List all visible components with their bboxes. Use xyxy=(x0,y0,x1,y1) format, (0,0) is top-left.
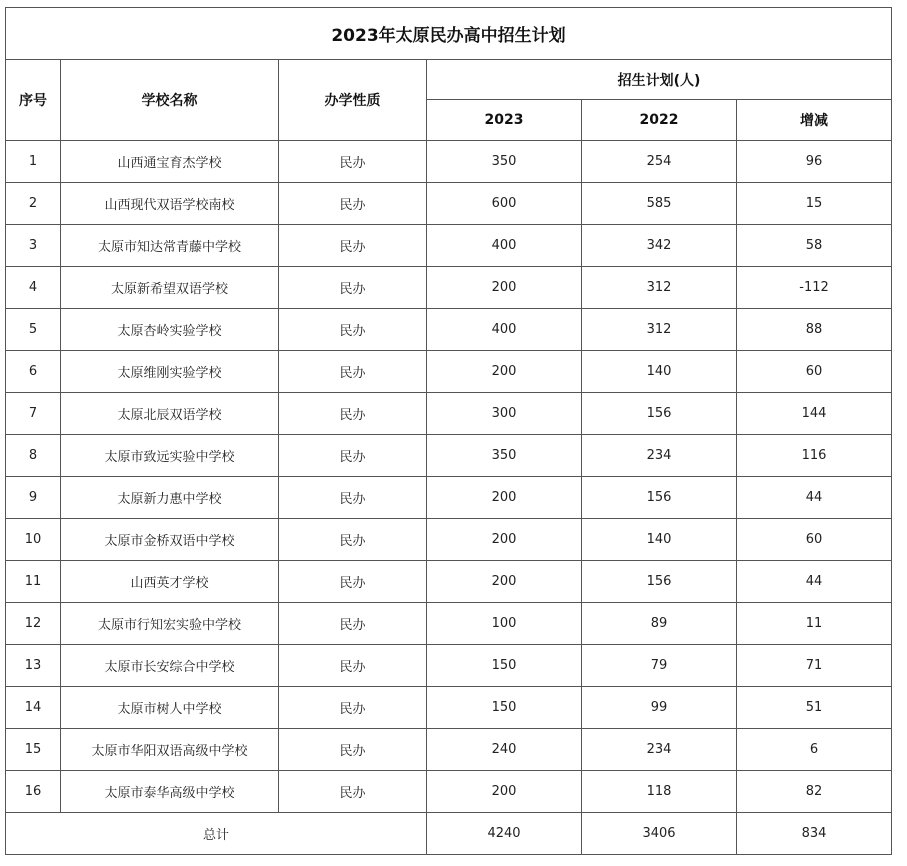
cell-change: 144 xyxy=(737,393,892,435)
cell-index: 6 xyxy=(6,351,61,393)
table-row xyxy=(6,309,892,351)
cell-change: 82 xyxy=(737,771,892,813)
cell-index: 13 xyxy=(6,645,61,687)
total-2022: 3406 xyxy=(582,813,737,855)
cell-school-type: 民办 xyxy=(279,351,427,393)
cell-school-name: 山西英才学校 xyxy=(61,561,279,603)
cell-school-type: 民办 xyxy=(279,225,427,267)
cell-school-type: 民办 xyxy=(279,729,427,771)
cell-school-name: 太原新力惠中学校 xyxy=(61,477,279,519)
cell-change: 6 xyxy=(737,729,892,771)
table-row xyxy=(6,267,892,309)
cell-2022: 156 xyxy=(582,561,737,603)
cell-change: 44 xyxy=(737,477,892,519)
table-row xyxy=(6,351,892,393)
cell-school-name: 太原市长安综合中学校 xyxy=(61,645,279,687)
cell-2022: 156 xyxy=(582,393,737,435)
cell-2023: 200 xyxy=(427,351,582,393)
cell-index: 3 xyxy=(6,225,61,267)
table-row xyxy=(6,435,892,477)
cell-index: 2 xyxy=(6,183,61,225)
cell-2022: 79 xyxy=(582,645,737,687)
cell-change: 71 xyxy=(737,645,892,687)
cell-2022: 156 xyxy=(582,477,737,519)
cell-2023: 600 xyxy=(427,183,582,225)
total-change: 834 xyxy=(737,813,892,855)
table-row xyxy=(6,183,892,225)
table-row xyxy=(6,225,892,267)
enrollment-plan-table xyxy=(5,7,892,855)
cell-school-name: 太原市树人中学校 xyxy=(61,687,279,729)
table-row xyxy=(6,519,892,561)
cell-2022: 234 xyxy=(582,729,737,771)
cell-2022: 140 xyxy=(582,351,737,393)
cell-school-name: 太原杏岭实验学校 xyxy=(61,309,279,351)
header-index: 序号 xyxy=(6,60,61,141)
cell-2023: 200 xyxy=(427,267,582,309)
cell-index: 10 xyxy=(6,519,61,561)
cell-index: 16 xyxy=(6,771,61,813)
cell-school-type: 民办 xyxy=(279,645,427,687)
cell-school-name: 太原维刚实验学校 xyxy=(61,351,279,393)
cell-index: 1 xyxy=(6,141,61,183)
cell-school-name: 山西现代双语学校南校 xyxy=(61,183,279,225)
cell-2022: 585 xyxy=(582,183,737,225)
table-title: 2023年太原民办高中招生计划 xyxy=(6,8,892,60)
cell-school-name: 山西通宝育杰学校 xyxy=(61,141,279,183)
header-year-2022: 2022 xyxy=(582,100,737,141)
header-year-2023: 2023 xyxy=(427,100,582,141)
cell-2022: 99 xyxy=(582,687,737,729)
cell-index: 14 xyxy=(6,687,61,729)
cell-school-type: 民办 xyxy=(279,267,427,309)
header-enrollment-plan: 招生计划(人) xyxy=(427,60,892,100)
cell-index: 11 xyxy=(6,561,61,603)
cell-change: 15 xyxy=(737,183,892,225)
cell-index: 7 xyxy=(6,393,61,435)
table-row xyxy=(6,141,892,183)
cell-2022: 140 xyxy=(582,519,737,561)
cell-index: 8 xyxy=(6,435,61,477)
cell-change: 116 xyxy=(737,435,892,477)
cell-2023: 100 xyxy=(427,603,582,645)
cell-2022: 342 xyxy=(582,225,737,267)
cell-school-type: 民办 xyxy=(279,687,427,729)
cell-change: 96 xyxy=(737,141,892,183)
table-row xyxy=(6,603,892,645)
cell-change: 51 xyxy=(737,687,892,729)
cell-2023: 200 xyxy=(427,561,582,603)
cell-2023: 350 xyxy=(427,435,582,477)
cell-2023: 400 xyxy=(427,309,582,351)
cell-school-name: 太原市泰华高级中学校 xyxy=(61,771,279,813)
cell-index: 9 xyxy=(6,477,61,519)
cell-school-type: 民办 xyxy=(279,141,427,183)
cell-school-name: 太原市华阳双语高级中学校 xyxy=(61,729,279,771)
total-row xyxy=(6,813,892,855)
total-label: 总计 xyxy=(6,813,427,855)
cell-2022: 234 xyxy=(582,435,737,477)
cell-school-type: 民办 xyxy=(279,393,427,435)
cell-change: 44 xyxy=(737,561,892,603)
header-change: 增减 xyxy=(737,100,892,141)
table-row xyxy=(6,393,892,435)
cell-school-name: 太原市知达常青藤中学校 xyxy=(61,225,279,267)
total-2023: 4240 xyxy=(427,813,582,855)
table-row xyxy=(6,729,892,771)
table-row xyxy=(6,477,892,519)
cell-index: 5 xyxy=(6,309,61,351)
cell-2023: 200 xyxy=(427,771,582,813)
cell-2022: 312 xyxy=(582,267,737,309)
table-row xyxy=(6,687,892,729)
cell-change: 60 xyxy=(737,519,892,561)
cell-school-name: 太原北辰双语学校 xyxy=(61,393,279,435)
cell-2023: 240 xyxy=(427,729,582,771)
cell-change: 60 xyxy=(737,351,892,393)
cell-2023: 300 xyxy=(427,393,582,435)
cell-school-type: 民办 xyxy=(279,603,427,645)
cell-school-type: 民办 xyxy=(279,771,427,813)
cell-school-type: 民办 xyxy=(279,561,427,603)
cell-2022: 89 xyxy=(582,603,737,645)
cell-2023: 150 xyxy=(427,645,582,687)
cell-2023: 200 xyxy=(427,519,582,561)
cell-school-type: 民办 xyxy=(279,435,427,477)
cell-index: 15 xyxy=(6,729,61,771)
cell-school-type: 民办 xyxy=(279,477,427,519)
cell-school-name: 太原市金桥双语中学校 xyxy=(61,519,279,561)
cell-change: -112 xyxy=(737,267,892,309)
cell-2023: 400 xyxy=(427,225,582,267)
cell-2022: 312 xyxy=(582,309,737,351)
cell-school-name: 太原市致远实验中学校 xyxy=(61,435,279,477)
cell-school-type: 民办 xyxy=(279,309,427,351)
header-school-name: 学校名称 xyxy=(61,60,279,141)
cell-2022: 118 xyxy=(582,771,737,813)
cell-change: 11 xyxy=(737,603,892,645)
cell-change: 88 xyxy=(737,309,892,351)
header-school-type: 办学性质 xyxy=(279,60,427,141)
table-body xyxy=(6,141,892,813)
cell-2023: 200 xyxy=(427,477,582,519)
cell-2022: 254 xyxy=(582,141,737,183)
table-row xyxy=(6,771,892,813)
cell-2023: 350 xyxy=(427,141,582,183)
cell-2023: 150 xyxy=(427,687,582,729)
table-row xyxy=(6,645,892,687)
cell-change: 58 xyxy=(737,225,892,267)
cell-school-type: 民办 xyxy=(279,519,427,561)
cell-index: 12 xyxy=(6,603,61,645)
cell-index: 4 xyxy=(6,267,61,309)
table-row xyxy=(6,561,892,603)
cell-school-name: 太原市行知宏实验中学校 xyxy=(61,603,279,645)
cell-school-name: 太原新希望双语学校 xyxy=(61,267,279,309)
cell-school-type: 民办 xyxy=(279,183,427,225)
